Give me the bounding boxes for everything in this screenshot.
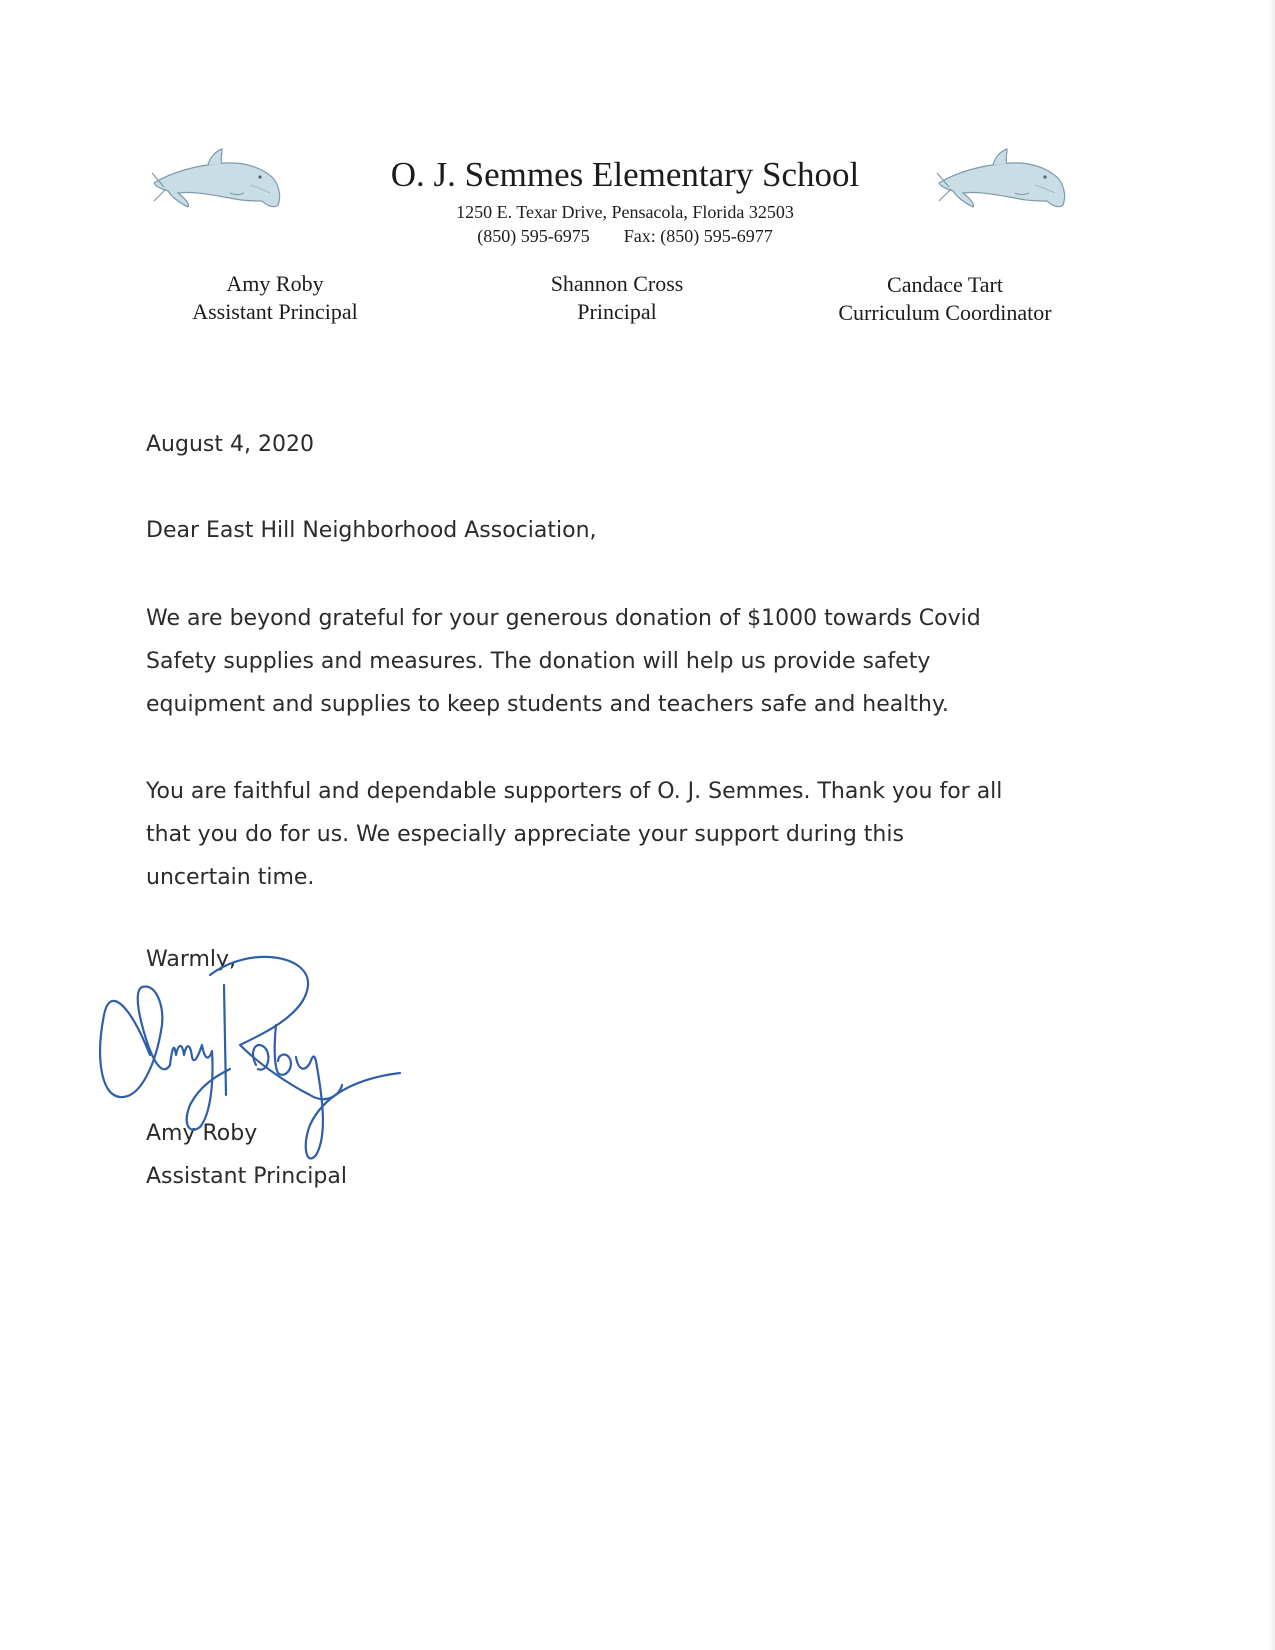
closing: Warmly, [146,947,237,972]
staff-name: Shannon Cross [550,271,684,296]
signer-title: Assistant Principal [146,1164,347,1189]
staff-name: Candace Tart [887,272,1003,297]
school-phones [300,226,950,247]
staff-title: Curriculum Coordinator [838,300,1052,325]
body-paragraph-2 [146,770,1002,899]
body-paragraph-1 [146,597,981,726]
dolphin-icon [935,143,1075,223]
dolphin-icon [150,143,290,223]
letter-date: August 4, 2020 [146,432,314,457]
scan-edge [1269,0,1275,1650]
staff-principal [507,270,727,326]
paragraph-line: You are faithful and dependable supporters of O. J. Semmes. Thank you for all [146,779,1003,804]
fax-number: Fax: (850) 595-6977 [623,226,773,246]
staff-assistant-principal [165,270,385,326]
school-name: O. J. Semmes Elementary School [390,155,860,194]
phone-number: (850) 595-6975 [477,226,590,246]
paragraph-line: Safety supplies and measures. The donation will help us provide safety [146,649,931,674]
staff-name: Amy Roby [226,271,324,296]
paragraph-line: that you do for us. We especially appreciate your support during this [146,822,904,847]
staff-title: Principal [577,299,657,324]
school-address: 1250 E. Texar Drive, Pensacola, Florida 32503 [456,202,794,222]
handwritten-signature-icon [90,945,410,1175]
staff-curriculum-coordinator [805,271,1085,327]
paragraph-line: We are beyond grateful for your generous donation of $1000 towards Covid [146,606,981,631]
paragraph-line: uncertain time. [146,865,315,890]
salutation: Dear East Hill Neighborhood Association, [146,518,597,543]
staff-title: Assistant Principal [192,299,358,324]
paragraph-line: equipment and supplies to keep students and teachers safe and healthy. [146,692,949,717]
signer-name: Amy Roby [146,1121,258,1146]
